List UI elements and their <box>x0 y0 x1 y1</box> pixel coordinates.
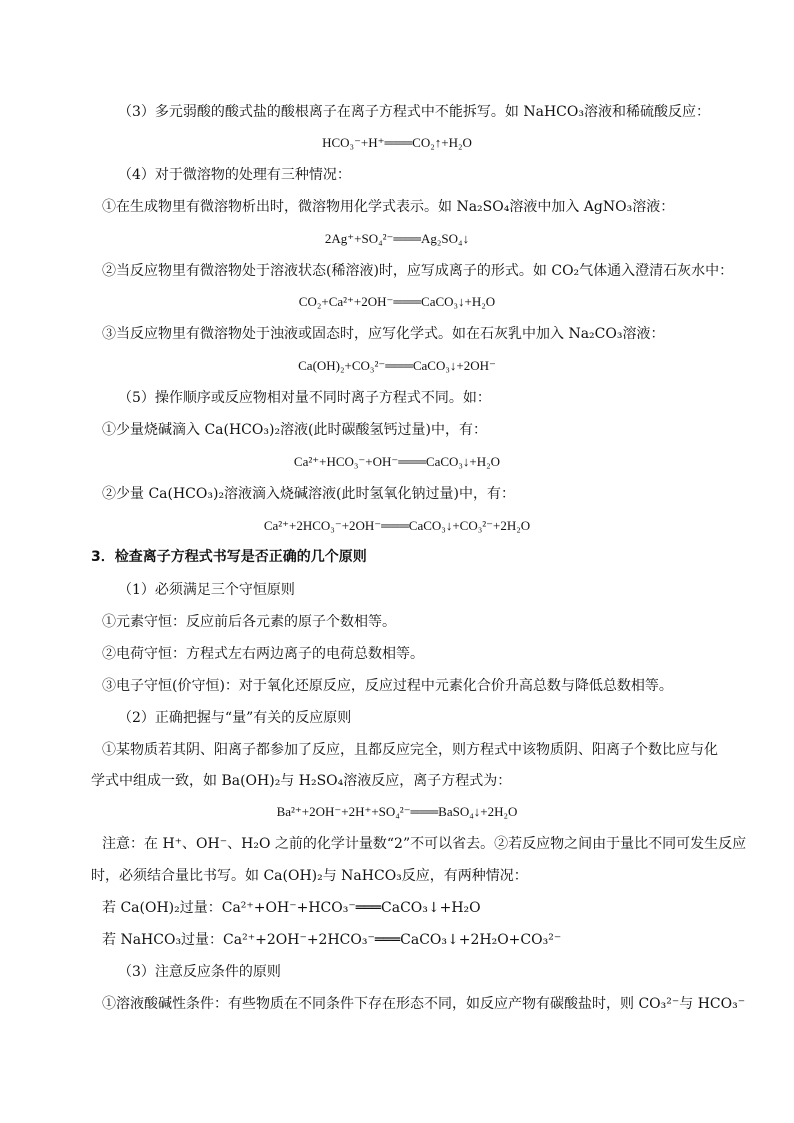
note-line2: 时，必须结合量比书写。如 Ca(OH)₂与 NaHCO₃反应，有两种情况： <box>91 868 528 884</box>
note-line1: 注意：在 H⁺、OH⁻、H₂O 之前的化学计量数“2”不可以省去。②若反应物之间由于量比不同可发生反应 <box>102 836 747 852</box>
rule-1-heading: （1）必须满足三个守恒原则 <box>118 582 295 598</box>
rule-3-heading: （3）注意反应条件的原则 <box>118 964 281 980</box>
rule-3-text: ①溶液酸碱性条件：有些物质在不同条件下存在形态不同，如反应产物有碳酸盐时，则 CO₃²⁻与 HCO₃⁻ <box>102 996 746 1012</box>
rule-2-text-line2: 学式中组成一致，如 Ba(OH)₂与 H₂SO₄溶液反应，离子方程式为： <box>91 773 512 789</box>
equation-nahco3: HCO₃⁻+H⁺═══CO₂↑+H₂O <box>322 135 472 150</box>
case-3-text: ③当反应物里有微溶物处于浊液或固态时，应写化学式。如在石灰乳中加入 Na₂CO₃溶液： <box>102 326 665 342</box>
case-2-text: ②当反应物里有微溶物处于溶液状态(稀溶液)时，应写成离子的形式。如 CO₂气体通入澄清石灰水中： <box>102 263 734 279</box>
item-3-text: （3）多元弱酸的酸式盐的酸根离子在离子方程式中不能拆写。如 NaHCO₃溶液和稀硫酸反应： <box>118 104 710 120</box>
equation-baso4: Ba²⁺+2OH⁻+2H⁺+SO₄²⁻═══BaSO₄↓+2H₂O <box>276 804 518 819</box>
case-5-1-text: ①少量烧碱滴入 Ca(HCO₃)₂溶液(此时碳酸氢钙过量)中，有： <box>102 422 487 438</box>
case-1-text: ①在生成物里有微溶物析出时，微溶物用化学式表示。如 Na₂SO₄溶液中加入 AgNO₃溶液： <box>102 199 675 215</box>
case-caoh2-excess: 若 Ca(OH)₂过量：Ca²⁺+OH⁻+HCO₃⁻═══CaCO₃↓+H₂O <box>102 900 481 916</box>
electron-conservation: ③电子守恒(价守恒)：对于氧化还原反应，反应过程中元素化合价升高总数与降低总数相等。 <box>102 678 673 694</box>
equation-5-1: Ca²⁺+HCO₃⁻+OH⁻═══CaCO₃↓+H₂O <box>293 454 501 469</box>
case-5-2-text: ②少量 Ca(HCO₃)₂溶液滴入烧碱溶液(此时氢氧化钠过量)中，有： <box>102 486 515 502</box>
case-nahco3-excess: 若 NaHCO₃过量：Ca²⁺+2OH⁻+2HCO₃⁻═══CaCO₃↓+2H₂O+CO₃²⁻ <box>102 932 562 948</box>
equation-lime-milk: Ca(OH)₂+CO₃²⁻═══CaCO₃↓+2OH⁻ <box>298 358 496 373</box>
section-3-heading: 3．检查离子方程式书写是否正确的几个原则 <box>91 549 367 565</box>
item-4-heading: （4）对于微溶物的处理有三种情况： <box>118 167 351 183</box>
element-conservation: ①元素守恒：反应前后各元素的原子个数相等。 <box>102 614 396 630</box>
rule-2-heading: （2）正确把握与“量”有关的反应原则 <box>118 710 352 726</box>
charge-conservation: ②电荷守恒：方程式左右两边离子的电荷总数相等。 <box>102 646 424 662</box>
rule-2-text-line1: ①某物质若其阴、阳离子都参加了反应，且都反应完全，则方程式中该物质阴、阳离子个数比应与化 <box>102 742 718 758</box>
item-5-heading: （5）操作顺序或反应物相对量不同时离子方程式不同。如： <box>118 390 491 406</box>
equation-5-2: Ca²⁺+2HCO₃⁻+2OH⁻═══CaCO₃↓+CO₃²⁻+2H₂O <box>263 518 531 533</box>
equation-ag2so4: 2Ag⁺+SO₄²⁻═══Ag₂SO₄↓ <box>324 231 470 246</box>
equation-co2-limewater: CO₂+Ca²⁺+2OH⁻═══CaCO₃↓+H₂O <box>298 294 496 309</box>
